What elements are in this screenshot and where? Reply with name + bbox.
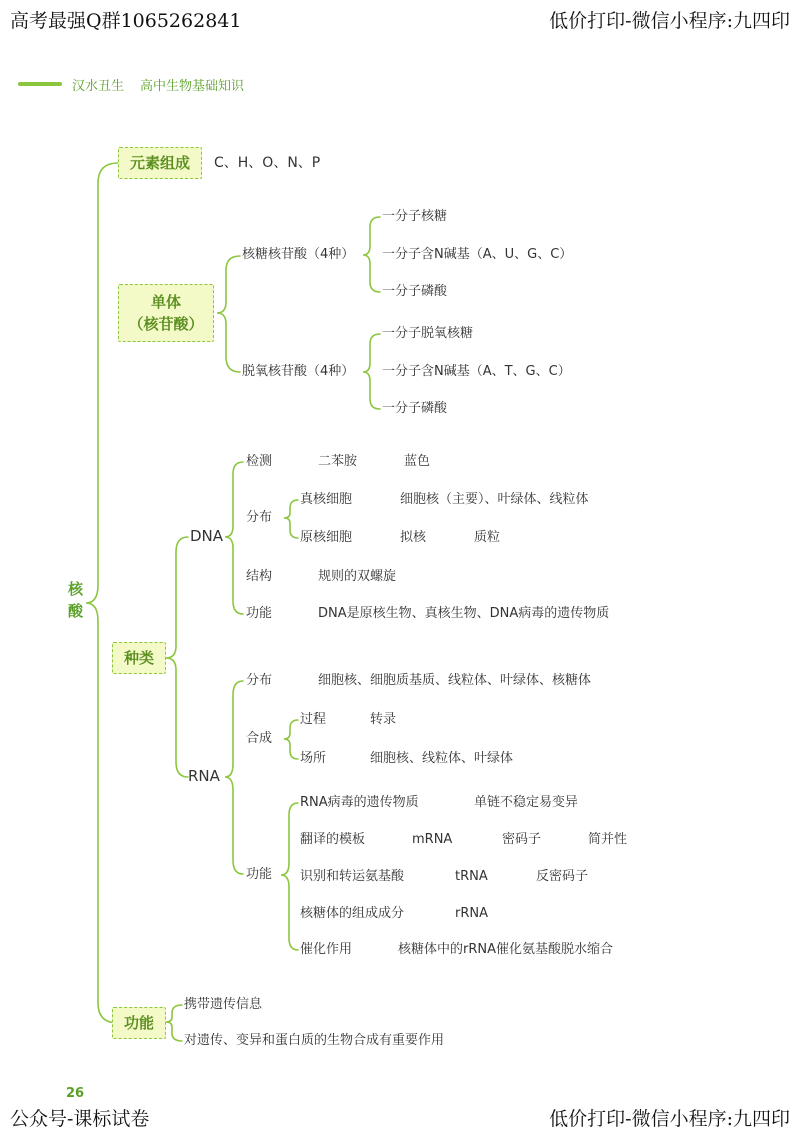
rna-process-value: 转录 <box>370 712 397 727</box>
rna-function-3b: tRNA <box>455 869 488 884</box>
deoxy-item-3: 一分子磷酸 <box>382 401 448 416</box>
rna-process-label: 过程 <box>300 712 327 727</box>
dna-brace <box>225 462 243 614</box>
deoxy-item-2: 一分子含N碱基（A、T、G、C） <box>382 364 571 379</box>
deoxy-brace <box>363 334 380 409</box>
dna-detect-color: 蓝色 <box>404 454 431 469</box>
types-label: 种类 <box>123 649 154 667</box>
rna-synthesis-label: 合成 <box>246 731 273 746</box>
rna-function-4a: 核糖体的组成成分 <box>300 906 405 921</box>
rna-function-label: 功能 <box>246 867 273 882</box>
rna-label: RNA <box>188 767 220 785</box>
rna-synthesis-brace <box>284 720 298 759</box>
rna-function-5a: 催化作用 <box>300 942 353 957</box>
dna-distribution-label: 分布 <box>246 510 273 525</box>
ribo-brace <box>363 217 380 292</box>
rna-function-2d: 简并性 <box>588 832 628 847</box>
rna-distribution-label: 分布 <box>246 673 273 688</box>
deoxy-item-1: 一分子脱氧核糖 <box>382 326 474 341</box>
ribo-item-3: 一分子磷酸 <box>382 284 448 299</box>
functions-box <box>112 1007 166 1039</box>
dna-prokaryote-label: 原核细胞 <box>300 530 353 545</box>
rna-function-brace <box>281 803 298 950</box>
rna-site-value: 细胞核、线粒体、叶绿体 <box>370 751 514 766</box>
rna-function-3a: 识别和转运氨基酸 <box>300 869 405 884</box>
dna-detect-label: 检测 <box>246 454 273 469</box>
monomer-brace <box>217 256 240 372</box>
functions-label: 功能 <box>123 1014 154 1032</box>
root-brace <box>86 163 118 1023</box>
ribo-label: 核糖核苷酸（4种） <box>242 247 355 262</box>
rna-function-2c: 密码子 <box>502 832 542 847</box>
dna-function-value: DNA是原核生物、真核生物、DNA病毒的遗传物质 <box>318 606 610 621</box>
dna-function-label: 功能 <box>246 606 273 621</box>
rna-function-1b: 单链不稳定易变异 <box>474 795 579 810</box>
functions-item-1: 携带遗传信息 <box>184 997 263 1012</box>
rna-function-3c: 反密码子 <box>536 869 589 884</box>
composition-box <box>118 147 202 179</box>
rna-function-4b: rRNA <box>455 906 488 921</box>
dna-prokaryote-value-1: 拟核 <box>400 530 427 545</box>
dna-detect-reagent: 二苯胺 <box>318 454 358 469</box>
ribo-item-2: 一分子含N碱基（A、U、G、C） <box>382 247 573 262</box>
header-left: 高考最强Q群1065262841 <box>10 10 242 32</box>
rna-site-label: 场所 <box>300 751 327 766</box>
rna-function-2b: mRNA <box>412 832 453 847</box>
dna-eukaryote-label: 真核细胞 <box>300 492 353 507</box>
page-number: 26 <box>66 1086 85 1101</box>
ribo-item-1: 一分子核糖 <box>382 209 448 224</box>
book-author: 汉水丑生 <box>72 79 125 94</box>
functions-item-2: 对遗传、变异和蛋白质的生物合成有重要作用 <box>184 1033 445 1048</box>
rna-brace <box>225 681 243 874</box>
types-box <box>112 642 166 674</box>
dna-distribution-brace <box>284 500 298 538</box>
footer-right: 低价打印-微信小程序:九四印 <box>549 1108 790 1130</box>
monomer-label-line1: 单体 <box>150 293 181 311</box>
book-title: 高中生物基础知识 <box>140 79 245 94</box>
root-label-line1: 核 <box>68 580 84 598</box>
monomer-box <box>118 284 214 342</box>
header-right: 低价打印-微信小程序:九四印 <box>549 10 790 32</box>
dna-eukaryote-value: 细胞核（主要）、叶绿体、线粒体 <box>400 492 589 507</box>
dna-label: DNA <box>190 527 224 545</box>
footer-left: 公众号-课标试卷 <box>10 1108 150 1130</box>
rna-function-1a: RNA病毒的遗传物质 <box>300 795 419 810</box>
deoxy-label: 脱氧核苷酸（4种） <box>242 364 355 379</box>
rna-function-5b: 核糖体中的rRNA催化氨基酸脱水缩合 <box>398 942 613 957</box>
function-brace <box>166 1005 182 1041</box>
monomer-label-line2: （核苷酸） <box>128 315 204 333</box>
types-brace <box>166 537 188 777</box>
rna-function-2a: 翻译的模板 <box>300 832 366 847</box>
composition-value: C、H、O、N、P <box>214 155 321 171</box>
composition-label: 元素组成 <box>129 154 190 172</box>
dna-structure-value: 规则的双螺旋 <box>318 569 397 584</box>
rna-distribution-value: 细胞核、细胞质基质、线粒体、叶绿体、核糖体 <box>318 673 592 688</box>
dna-prokaryote-value-2: 质粒 <box>474 530 501 545</box>
root-label <box>68 578 83 622</box>
dna-structure-label: 结构 <box>246 569 273 584</box>
root-label-line2: 酸 <box>68 602 84 620</box>
